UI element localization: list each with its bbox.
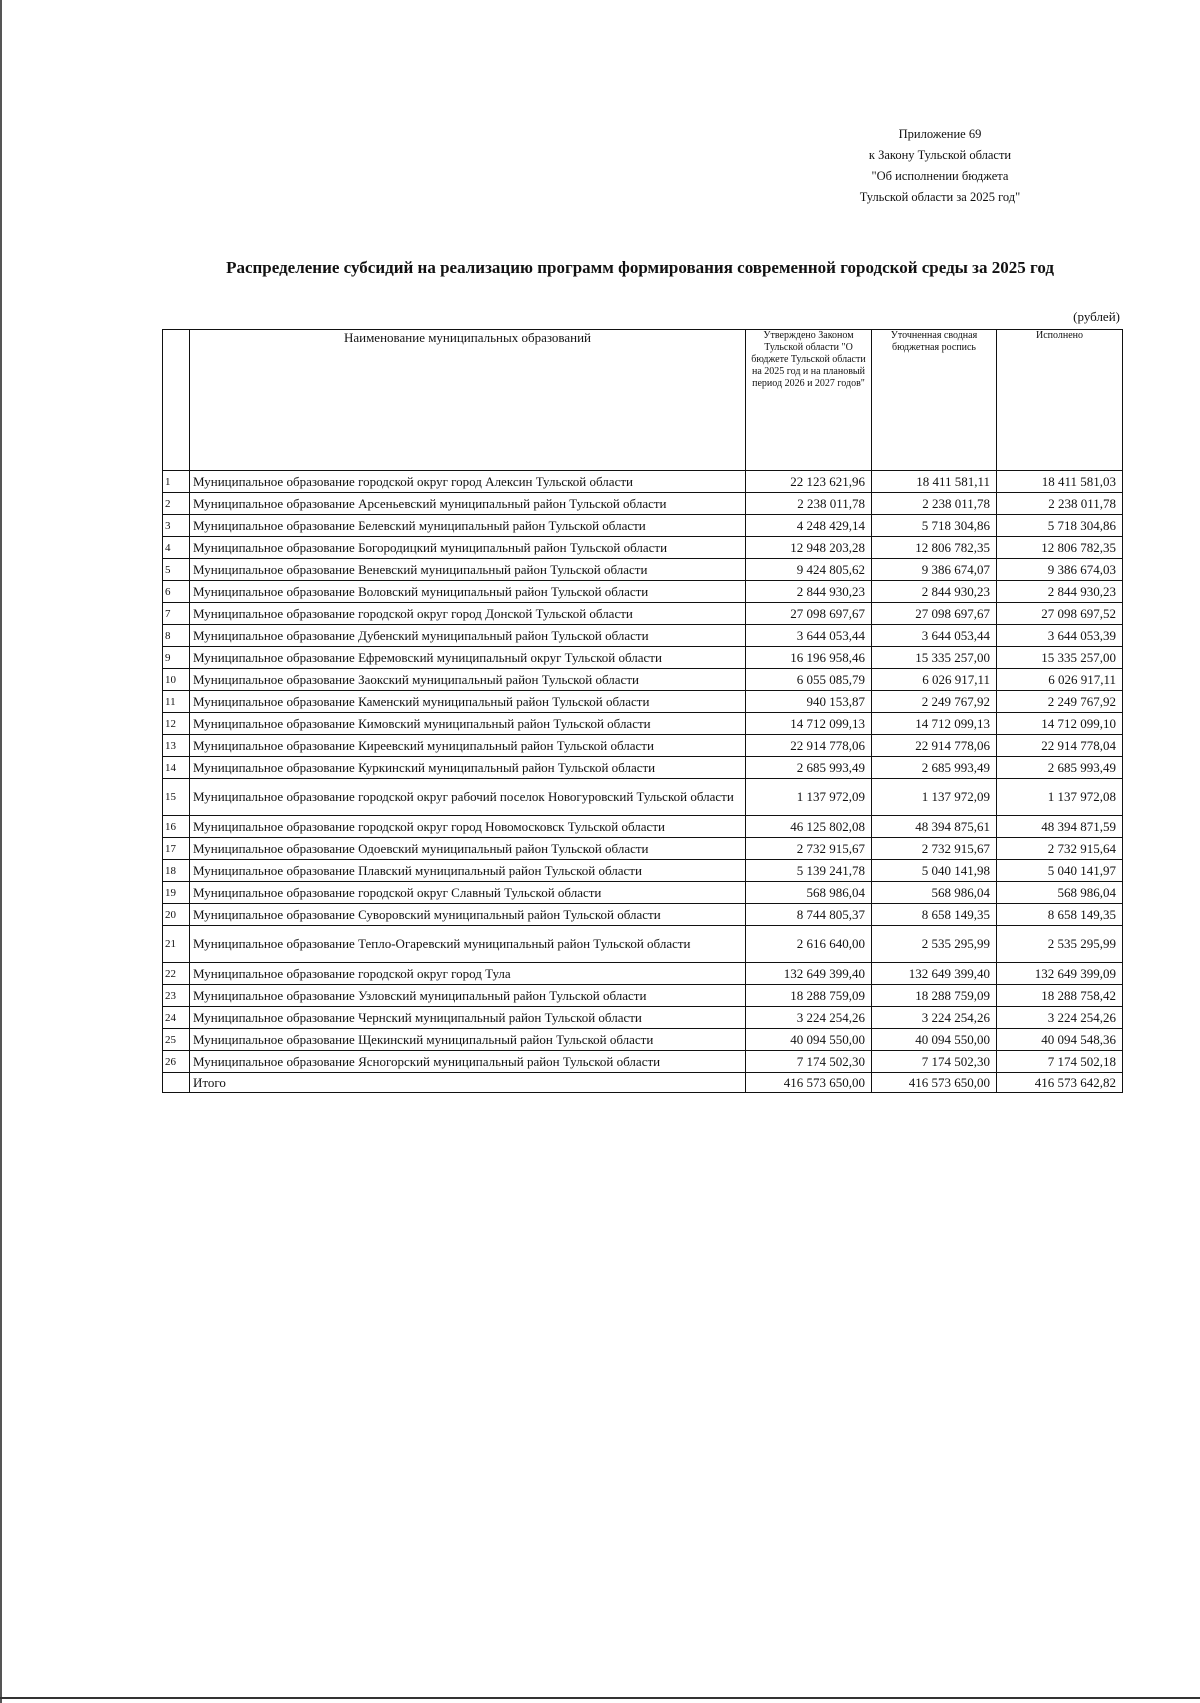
row-executed: 40 094 548,36	[997, 1029, 1123, 1051]
row-number: 23	[163, 985, 190, 1007]
table-row	[163, 647, 1123, 669]
total-number	[163, 1073, 190, 1093]
row-number: 12	[163, 713, 190, 735]
row-name: Муниципальное образование Кимовский муниципальный район Тульской области	[190, 713, 746, 735]
annex-line: Приложение 69	[898, 127, 982, 141]
row-refined: 18 288 759,09	[872, 985, 997, 1007]
row-approved: 6 055 085,79	[746, 669, 872, 691]
row-executed: 1 137 972,08	[997, 779, 1123, 816]
row-executed: 8 658 149,35	[997, 904, 1123, 926]
row-refined: 22 914 778,06	[872, 735, 997, 757]
header-approved: Утверждено Законом Тульской области "О бюджете Тульской области на 2025 год и на плановый период 2026 и 2027 годов"	[746, 330, 872, 471]
row-approved: 22 123 621,96	[746, 471, 872, 493]
row-number: 19	[163, 882, 190, 904]
row-executed: 5 040 141,97	[997, 860, 1123, 882]
row-approved: 1 137 972,09	[746, 779, 872, 816]
row-approved: 4 248 429,14	[746, 515, 872, 537]
row-name: Муниципальное образование Плавский муниципальный район Тульской области	[190, 860, 746, 882]
row-approved: 568 986,04	[746, 882, 872, 904]
table-row	[163, 779, 1123, 816]
row-refined: 1 137 972,09	[872, 779, 997, 816]
row-executed: 14 712 099,10	[997, 713, 1123, 735]
row-approved: 7 174 502,30	[746, 1051, 872, 1073]
row-executed: 2 844 930,23	[997, 581, 1123, 603]
annex-line: "Об исполнении бюджета	[871, 169, 1009, 183]
row-number: 9	[163, 647, 190, 669]
row-refined: 3 224 254,26	[872, 1007, 997, 1029]
row-refined: 18 411 581,11	[872, 471, 997, 493]
row-name: Муниципальное образование Богородицкий муниципальный район Тульской области	[190, 537, 746, 559]
row-number: 2	[163, 493, 190, 515]
row-number: 15	[163, 779, 190, 816]
row-name: Муниципальное образование Каменский муниципальный район Тульской области	[190, 691, 746, 713]
row-approved: 940 153,87	[746, 691, 872, 713]
row-number: 14	[163, 757, 190, 779]
table-row	[163, 515, 1123, 537]
row-refined: 40 094 550,00	[872, 1029, 997, 1051]
row-name: Муниципальное образование городской округ город Алексин Тульской области	[190, 471, 746, 493]
table-row	[163, 1029, 1123, 1051]
row-approved: 40 094 550,00	[746, 1029, 872, 1051]
row-refined: 2 732 915,67	[872, 838, 997, 860]
row-refined: 12 806 782,35	[872, 537, 997, 559]
row-name: Муниципальное образование Чернский муниципальный район Тульской области	[190, 1007, 746, 1029]
row-executed: 2 685 993,49	[997, 757, 1123, 779]
table-row	[163, 985, 1123, 1007]
table-row	[163, 926, 1123, 963]
table-row	[163, 838, 1123, 860]
row-number: 26	[163, 1051, 190, 1073]
row-name: Муниципальное образование Суворовский муниципальный район Тульской области	[190, 904, 746, 926]
row-approved: 18 288 759,09	[746, 985, 872, 1007]
header-number	[163, 330, 190, 471]
row-approved: 2 238 011,78	[746, 493, 872, 515]
unit-label: (рублей)	[1073, 309, 1120, 324]
annex-block	[820, 124, 1060, 208]
row-name: Муниципальное образование городской округ рабочий поселок Новогуровский Тульской области	[190, 779, 746, 816]
row-executed: 15 335 257,00	[997, 647, 1123, 669]
page-edge-bottom	[0, 1697, 1200, 1699]
row-executed: 2 535 295,99	[997, 926, 1123, 963]
row-number: 10	[163, 669, 190, 691]
row-refined: 568 986,04	[872, 882, 997, 904]
row-approved: 2 844 930,23	[746, 581, 872, 603]
table-row	[163, 1051, 1123, 1073]
row-number: 6	[163, 581, 190, 603]
row-name: Муниципальное образование Куркинский муниципальный район Тульской области	[190, 757, 746, 779]
table-row	[163, 559, 1123, 581]
row-refined: 2 844 930,23	[872, 581, 997, 603]
page-edge-left	[0, 0, 2, 1703]
row-approved: 46 125 802,08	[746, 816, 872, 838]
row-number: 17	[163, 838, 190, 860]
total-executed: 416 573 642,82	[997, 1073, 1123, 1093]
row-name: Муниципальное образование Белевский муниципальный район Тульской области	[190, 515, 746, 537]
row-number: 3	[163, 515, 190, 537]
row-number: 20	[163, 904, 190, 926]
row-name: Муниципальное образование Арсеньевский муниципальный район Тульской области	[190, 493, 746, 515]
row-executed: 568 986,04	[997, 882, 1123, 904]
row-approved: 5 139 241,78	[746, 860, 872, 882]
row-executed: 12 806 782,35	[997, 537, 1123, 559]
table-row	[163, 882, 1123, 904]
table-row	[163, 713, 1123, 735]
row-number: 1	[163, 471, 190, 493]
row-approved: 16 196 958,46	[746, 647, 872, 669]
row-name: Муниципальное образование Узловский муниципальный район Тульской области	[190, 985, 746, 1007]
row-executed: 3 224 254,26	[997, 1007, 1123, 1029]
row-refined: 7 174 502,30	[872, 1051, 997, 1073]
table-row	[163, 963, 1123, 985]
row-refined: 15 335 257,00	[872, 647, 997, 669]
row-name: Муниципальное образование Заокский муниципальный район Тульской области	[190, 669, 746, 691]
row-executed: 6 026 917,11	[997, 669, 1123, 691]
table-row	[163, 625, 1123, 647]
row-refined: 9 386 674,07	[872, 559, 997, 581]
row-name: Муниципальное образование городской округ город Новомосковск Тульской области	[190, 816, 746, 838]
row-refined: 27 098 697,67	[872, 603, 997, 625]
table-row	[163, 581, 1123, 603]
row-executed: 3 644 053,39	[997, 625, 1123, 647]
row-executed: 7 174 502,18	[997, 1051, 1123, 1073]
row-number: 7	[163, 603, 190, 625]
row-approved: 2 685 993,49	[746, 757, 872, 779]
row-name: Муниципальное образование Киреевский муниципальный район Тульской области	[190, 735, 746, 757]
row-approved: 12 948 203,28	[746, 537, 872, 559]
document-title: Распределение субсидий на реализацию программ формирования современной городской среды за 2025 год	[226, 258, 1054, 277]
row-approved: 132 649 399,40	[746, 963, 872, 985]
row-approved: 22 914 778,06	[746, 735, 872, 757]
row-executed: 5 718 304,86	[997, 515, 1123, 537]
table-row	[163, 735, 1123, 757]
row-executed: 27 098 697,52	[997, 603, 1123, 625]
row-approved: 14 712 099,13	[746, 713, 872, 735]
row-number: 16	[163, 816, 190, 838]
table-row	[163, 471, 1123, 493]
table-row	[163, 860, 1123, 882]
table-row	[163, 904, 1123, 926]
subsidy-table	[162, 329, 1123, 1093]
row-name: Муниципальное образование Веневский муниципальный район Тульской области	[190, 559, 746, 581]
table-header-row	[163, 330, 1123, 471]
row-refined: 2 535 295,99	[872, 926, 997, 963]
row-name: Муниципальное образование городской округ город Донской Тульской области	[190, 603, 746, 625]
row-number: 11	[163, 691, 190, 713]
row-approved: 9 424 805,62	[746, 559, 872, 581]
row-executed: 2 249 767,92	[997, 691, 1123, 713]
annex-line: к Закону Тульской области	[868, 148, 1012, 162]
row-executed: 132 649 399,09	[997, 963, 1123, 985]
header-executed: Исполнено	[997, 330, 1123, 471]
row-refined: 132 649 399,40	[872, 963, 997, 985]
header-name: Наименование муниципальных образований	[190, 330, 746, 471]
row-executed: 2 732 915,64	[997, 838, 1123, 860]
total-approved: 416 573 650,00	[746, 1073, 872, 1093]
table-row	[163, 669, 1123, 691]
row-refined: 2 238 011,78	[872, 493, 997, 515]
row-number: 18	[163, 860, 190, 882]
total-row	[163, 1073, 1123, 1093]
table-row	[163, 537, 1123, 559]
row-refined: 2 249 767,92	[872, 691, 997, 713]
row-executed: 9 386 674,03	[997, 559, 1123, 581]
row-executed: 18 288 758,42	[997, 985, 1123, 1007]
row-executed: 48 394 871,59	[997, 816, 1123, 838]
row-number: 8	[163, 625, 190, 647]
row-executed: 22 914 778,04	[997, 735, 1123, 757]
row-number: 24	[163, 1007, 190, 1029]
row-refined: 5 040 141,98	[872, 860, 997, 882]
row-name: Муниципальное образование городской округ город Тула	[190, 963, 746, 985]
row-number: 21	[163, 926, 190, 963]
row-approved: 2 616 640,00	[746, 926, 872, 963]
row-approved: 2 732 915,67	[746, 838, 872, 860]
total-label: Итого	[190, 1073, 746, 1093]
row-number: 4	[163, 537, 190, 559]
row-name: Муниципальное образование Воловский муниципальный район Тульской области	[190, 581, 746, 603]
row-name: Муниципальное образование Дубенский муниципальный район Тульской области	[190, 625, 746, 647]
table-body	[163, 471, 1123, 1073]
row-number: 22	[163, 963, 190, 985]
row-refined: 48 394 875,61	[872, 816, 997, 838]
row-approved: 8 744 805,37	[746, 904, 872, 926]
total-refined: 416 573 650,00	[872, 1073, 997, 1093]
header-refined: Уточненная сводная бюджетная роспись	[872, 330, 997, 471]
table-row	[163, 816, 1123, 838]
row-approved: 3 644 053,44	[746, 625, 872, 647]
row-refined: 2 685 993,49	[872, 757, 997, 779]
row-name: Муниципальное образование городской округ Славный Тульской области	[190, 882, 746, 904]
row-refined: 14 712 099,13	[872, 713, 997, 735]
row-approved: 27 098 697,67	[746, 603, 872, 625]
row-refined: 3 644 053,44	[872, 625, 997, 647]
row-approved: 3 224 254,26	[746, 1007, 872, 1029]
row-name: Муниципальное образование Одоевский муниципальный район Тульской области	[190, 838, 746, 860]
table-row	[163, 493, 1123, 515]
row-name: Муниципальное образование Ефремовский муниципальный округ Тульской области	[190, 647, 746, 669]
row-name: Муниципальное образование Ясногорский муниципальный район Тульской области	[190, 1051, 746, 1073]
table-row	[163, 1007, 1123, 1029]
row-name: Муниципальное образование Щекинский муниципальный район Тульской области	[190, 1029, 746, 1051]
row-name: Муниципальное образование Тепло-Огаревский муниципальный район Тульской области	[190, 926, 746, 963]
row-refined: 6 026 917,11	[872, 669, 997, 691]
row-number: 5	[163, 559, 190, 581]
row-number: 13	[163, 735, 190, 757]
row-executed: 18 411 581,03	[997, 471, 1123, 493]
annex-line: Тульской области за 2025 год"	[859, 190, 1021, 204]
table-row	[163, 757, 1123, 779]
row-refined: 8 658 149,35	[872, 904, 997, 926]
row-refined: 5 718 304,86	[872, 515, 997, 537]
table-row	[163, 691, 1123, 713]
table-row	[163, 603, 1123, 625]
row-executed: 2 238 011,78	[997, 493, 1123, 515]
row-number: 25	[163, 1029, 190, 1051]
